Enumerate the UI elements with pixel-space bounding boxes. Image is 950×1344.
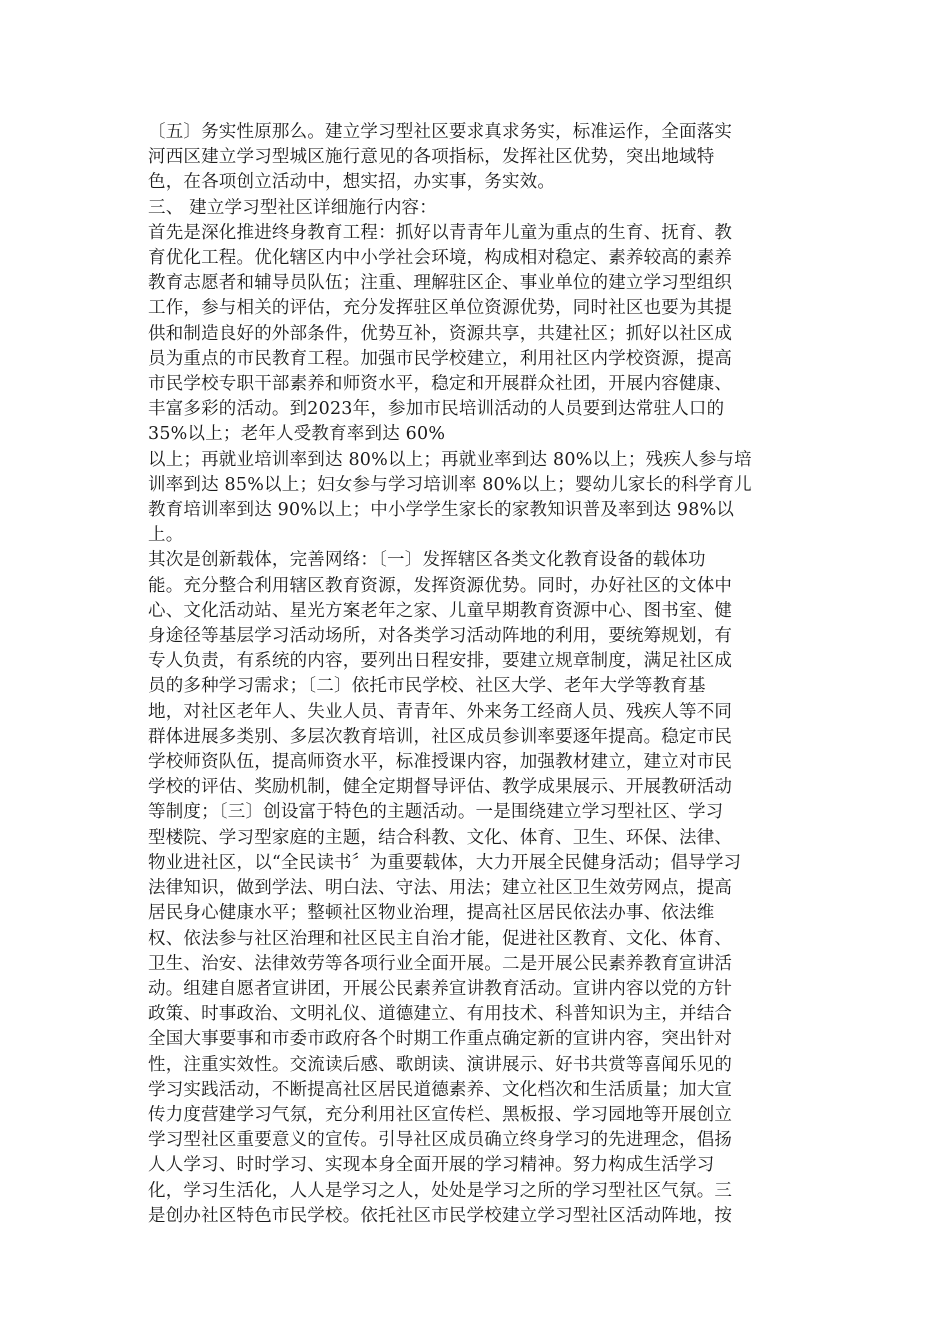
text-line: 全国大事要事和市委市政府各个时期工作重点确定新的宣讲内容，突出针对	[148, 1029, 733, 1050]
text-line: 专人负责，有系统的内容，要列出日程安排，要建立规章制度，满足社区成	[148, 651, 733, 672]
text-line: 供和制造良好的外部条件，优势互补，资源共享，共建社区；抓好以社区成	[148, 323, 733, 344]
text-line: 学习型社区重要意义的宣传。引导社区成员确立终身学习的先进理念，倡扬	[148, 1130, 733, 1151]
text-line: 首先是深化推进终身教育工程：抓好以青青年儿童为重点的生育、抚育、教	[148, 222, 733, 243]
text-line: 性，注重实效性。交流读后感、歌朗读、演讲展示、好书共赏等喜闻乐见的	[148, 1054, 733, 1075]
text-line: 心、文化活动站、星光方案老年之家、儿童早期教育资源中心、图书室、健	[148, 600, 733, 621]
text-line: 身途径等基层学习活动场所，对各类学习活动阵地的利用，要统筹规划，有	[148, 626, 733, 647]
text-line: 传力度营建学习气氛，充分利用社区宣传栏、黑板报、学习园地等开展创立	[148, 1104, 733, 1125]
text-line: 权、依法参与社区治理和社区民主自治才能，促进社区教育、文化、体育、	[148, 928, 733, 949]
text-line: 市民学校专职干部素养和师资水平，稳定和开展群众社团，开展内容健康、	[148, 374, 733, 395]
text-line: 丰富多彩的活动。到2023年，参加市民培训活动的人员要到达常驻人口的	[148, 399, 725, 420]
text-line: 员为重点的市民教育工程。加强市民学校建立，利用社区内学校资源，提高	[148, 348, 733, 369]
text-line: 学校的评估、奖励机制，健全定期督导评估、教学成果展示、开展教研活动	[148, 777, 733, 798]
text-line: 物业进社区，以“全民读书〞为重要载体，大力开展全民健身活动；倡导学习	[148, 852, 742, 873]
text-line: 群体进展多类别、多层次教育培训，社区成员参训率要逐年提高。稳定市民	[148, 726, 733, 747]
text-line: 是创办社区特色市民学校。依托社区市民学校建立学习型社区活动阵地，按	[148, 1205, 733, 1226]
text-line: 学校师资队伍，提高师资水平，标准授课内容，加强教材建立，建立对市民	[148, 752, 733, 773]
text-line: 以上；再就业培训率到达 80%以上；再就业率到达 80%以上；残疾人参与培	[148, 449, 752, 470]
paragraph	[148, 120, 796, 196]
text-line: 河西区建立学习型城区施行意见的各项指标，发挥社区优势，突出地域特	[148, 147, 715, 168]
text-line: 三、 建立学习型社区详细施行内容：	[148, 197, 437, 218]
text-line: 学习实践活动，不断提高社区居民道德素养、文化档次和生活质量；加大宣	[148, 1079, 733, 1100]
text-line: 训率到达 85%以上；妇女参与学习培训率 80%以上；婴幼儿家长的科学育儿	[148, 474, 752, 495]
text-line: 等制度；〔三〕创设富于特色的主题活动。一是围绕建立学习型社区、学习	[148, 802, 724, 823]
text-line: 35%以上；老年人受教育率到达 60%	[148, 424, 446, 445]
text-line: 地，对社区老年人、失业人员、青青年、外来务工经商人员、残疾人等不同	[148, 701, 733, 722]
paragraph	[148, 448, 796, 549]
text-line: 能。充分整合利用辖区教育资源，发挥资源优势。同时，办好社区的文体中	[148, 575, 733, 596]
text-line: 上。	[148, 525, 184, 546]
text-line: 型楼院、学习型家庭的主题，结合科教、文化、体育、卫生、环保、法律、	[148, 827, 733, 848]
text-line: 居民身心健康水平；整顿社区物业治理，提高社区居民依法办事、依法维	[148, 903, 715, 924]
text-line: 政策、时事政治、文明礼仪、道德建立、有用技术、科普知识为主，并结合	[148, 1004, 733, 1025]
text-line: 教育培训率到达 90%以上；中小学学生家长的家教知识普及率到达 98%以	[148, 500, 735, 521]
text-line: 员的多种学习需求；〔二〕依托市民学校、社区大学、老年大学等教育基	[148, 676, 706, 697]
text-line: 色，在各项创立活动中，想实招，办实事，务实效。	[148, 172, 556, 193]
document-page	[148, 120, 796, 1229]
text-line: 教育志愿者和辅导员队伍；注重、理解驻区企、事业单位的建立学习型组织	[148, 273, 733, 294]
text-line: 人人学习、时时学习、实现本身全面开展的学习精神。努力构成生活学习	[148, 1155, 715, 1176]
text-line: 法律知识，做到学法、明白法、守法、用法；建立社区卫生效劳网点，提高	[148, 878, 733, 899]
paragraph	[148, 548, 796, 1228]
text-line: 动。组建自愿者宣讲团，开展公民素养宣讲教育活动。宣讲内容以党的方针	[148, 978, 733, 999]
text-line: 其次是创新载体，完善网络：〔一〕发挥辖区各类文化教育设备的载体功	[148, 550, 706, 571]
text-line: 化，学习生活化，人人是学习之人，处处是学习之所的学习型社区气氛。三	[148, 1180, 733, 1201]
paragraph	[148, 196, 796, 221]
text-line: 〔五〕务实性原那么。建立学习型社区要求真求务实，标准运作，全面落实	[148, 122, 733, 142]
paragraph	[148, 221, 796, 448]
text-line: 工作，参与相关的评估，充分发挥驻区单位资源优势，同时社区也要为其提	[148, 298, 733, 319]
text-line: 育优化工程。优化辖区内中小学社会环境，构成相对稳定、素养较高的素养	[148, 248, 733, 269]
text-line: 卫生、治安、法律效劳等各项行业全面开展。二是开展公民素养教育宣讲活	[148, 953, 733, 974]
